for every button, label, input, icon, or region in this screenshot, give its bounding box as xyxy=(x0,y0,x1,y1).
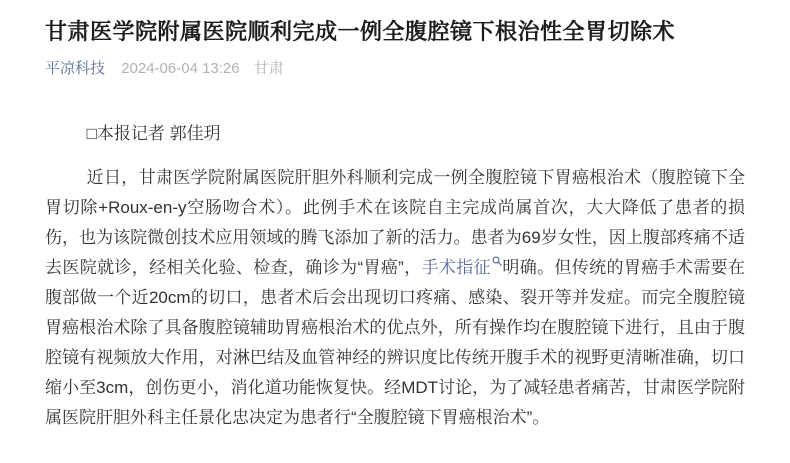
paragraph-text-part2: 明确。但传统的胃癌手术需要在腹部做一个近20cm的切口，患者术后会出现切口疼痛、感染、裂开等并发症。而完全腹腔镜胃癌根治术除了具备腹腔镜辅助胃癌根治术的优点外，所有操作均在腹腔镜下进行，且由于腹腔镜有视频放大作用，对淋巴结及血管神经的辨识度比传统开腹手术的视野更清晰准确，切口缩小至3cm，创伤更小，消化道功能恢复快。经MDT讨论，为了减轻患者痛苦，甘肃医学院附属医院肝胆外科主任景化忠决定为患者行“全腹腔镜下胃癌根治术”。 xyxy=(45,258,746,427)
entity-link-label: 手术指征 xyxy=(421,258,491,277)
search-icon xyxy=(492,256,502,266)
publish-time: 2024-06-04 13:26 xyxy=(121,60,240,77)
article-paragraph xyxy=(45,163,745,433)
entity-link-surgical-indication[interactable] xyxy=(422,258,502,277)
source-account-link[interactable]: 平凉科技 xyxy=(45,60,106,77)
location-label: 甘肃 xyxy=(253,60,284,77)
reporter-line: □本报记者 郭佳玥 xyxy=(86,124,221,143)
page-title: 甘肃医学院附属医院顺利完成一例全腹腔镜下根治性全胃切除术 xyxy=(45,19,676,44)
article-meta xyxy=(45,59,745,79)
paragraph-text-part1: 近日，甘肃医学院附属医院肝胆外科顺利完成一例全腹腔镜下胃癌根治术（腹腔镜下全胃切除+Roux-en-y空肠吻合术）。此例手术在该院自主完成尚属首次，大大降低了患者的损伤，也为该院微创技术应用领域的腾飞添加了新的活力。患者为69岁女性，因上腹部疼痛不适去医院就诊，经相关化验、检查，确诊为“胃癌”， xyxy=(45,168,745,277)
